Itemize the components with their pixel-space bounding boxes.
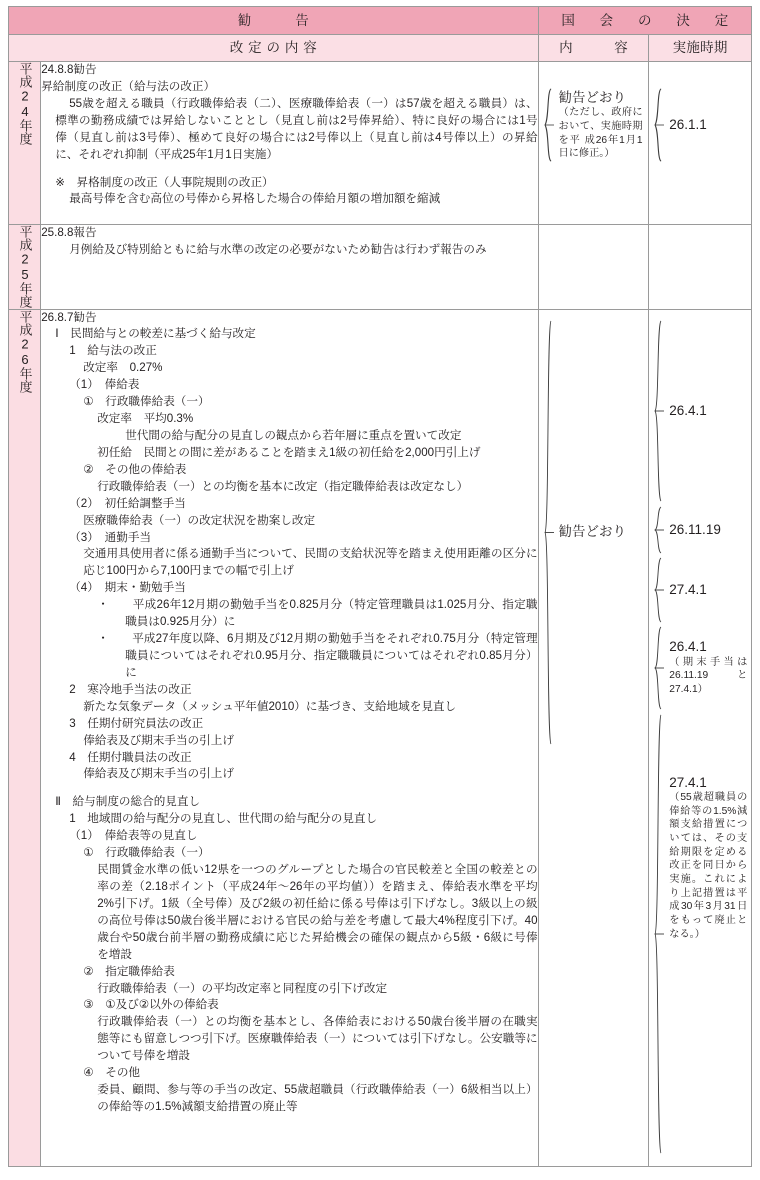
jiki-note: （55歳超職員の俸給等の1.5%減額支給措置については、その支給期限を定める改正を同日から実施。これにより上記措置は平成30年3月31日をもって廃止となる。） <box>669 791 748 940</box>
curly-brace-icon <box>653 557 664 623</box>
curly-brace-icon <box>653 320 664 502</box>
naiyo-cell-h25 <box>538 225 649 310</box>
list-item <box>41 964 537 981</box>
list-item <box>41 845 537 862</box>
jiki-label <box>664 638 747 696</box>
list-item: 初任給 民間との間に差があることを踏まえ1級の初任給を2,000円引上げ <box>97 445 481 459</box>
curly-brace-icon <box>543 88 554 162</box>
section-number: Ⅱ <box>55 795 61 809</box>
list-item <box>41 997 537 1014</box>
naiyo-cell-h24 <box>538 62 649 225</box>
item-label: 任期付職員法の改正 <box>87 750 192 764</box>
list-item: 民間賃金水準の低い12県を一つのグループとした場合の官民較差と全国の較差との率の差（2.18ポイント（平成24年〜26年の平均値））を踏まえ、俸給表水準を平均2%引下げ。1級（全号俸）及び2級の初任給に係る号俸は引下げなし。3級以上の級の高位号俸は50歳台後半層における官民の給与差を考慮して最大4%程度引下げ。40歳台や50歳台前半層の勤務成績に応じた昇給機会の確保の観点から5級・6級に号俸を増設 <box>97 863 538 961</box>
item-number: （2） <box>69 496 94 510</box>
naiyo-brace-group <box>543 88 643 162</box>
content-body: 55歳を超える職員（行政職俸給表（二）、医療職俸給表（一）は57歳を超える職員）は、標準の勤務成績では昇給しないこととし（見直し前は2号俸昇給）、特に良好の場合には1号俸（見直し前は3号俸）、極めて良好の場合には2号俸以上（見直し前は4号俸以上）の昇給に、それぞれ抑制（平成25年1月1日実施） <box>55 96 538 161</box>
list-item <box>41 580 537 597</box>
item-number: （4） <box>69 581 94 595</box>
content-note-title <box>41 175 537 192</box>
list-item <box>41 496 537 513</box>
item-number: ① <box>83 395 94 409</box>
jiki-brace-group-3 <box>653 557 747 623</box>
jiki-label: 26.1.1 <box>669 117 707 133</box>
header-kokkai-kettei: 国 会 の 決 定 <box>538 7 751 35</box>
jiki-cell-h26 <box>649 309 752 1166</box>
content-note-body: 最高号俸を含む高位の号俸から昇格した場合の俸給月額の増加額を縮減 <box>69 192 441 206</box>
content-title: 24.8.8勧告 <box>41 63 97 76</box>
item-label: 指定職俸給表 <box>105 964 175 978</box>
curly-brace-icon <box>653 506 664 554</box>
item-label: 平成27年度以降、6月期及び12月期の勤勉手当をそれぞれ0.75月分（特定管理職員についてはそれぞれ0.95月分、指定職職員についてはそれぞれ0.85月分）に <box>125 632 538 679</box>
list-item <box>41 811 537 828</box>
year-label-h25 <box>9 225 41 310</box>
curly-brace-icon <box>653 714 664 1154</box>
year-label-h26 <box>9 309 41 1166</box>
item-label: 通勤手当 <box>104 530 152 544</box>
jiki-cell-h24 <box>649 62 752 225</box>
section-label: 民間給与との較差に基づく給与改定 <box>70 327 256 341</box>
item-label: 期末・勤勉手当 <box>104 581 186 595</box>
list-item: 俸給表及び期末手当の引上げ <box>83 767 234 781</box>
list-item: 世代間の給与配分の見直しの観点から若年層に重点を置いて改定 <box>125 429 462 443</box>
revision-summary-table <box>8 6 752 1167</box>
list-item <box>41 631 537 682</box>
curly-brace-icon <box>543 320 554 745</box>
item-label: 俸給表等の見直し <box>104 829 198 843</box>
item-label: 初任給調整手当 <box>104 496 186 510</box>
spacer <box>41 164 537 175</box>
list-item <box>41 716 537 733</box>
list-item <box>41 597 537 631</box>
item-label: 平成26年12月期の勤勉手当を0.825月分（特定管理職員は1.025月分、指定職職員は0.925月分）に <box>125 598 538 629</box>
item-number: ① <box>83 846 94 860</box>
list-item: 行政職俸給表（一）との均衡を基本とし、各俸給表における50歳台後半層の在職実態等にも留意しつつ引下げ。医療職俸給表（一）については引下げなし。公安職等について号俸を増設 <box>97 1015 538 1063</box>
jiki-label <box>664 714 747 942</box>
item-number: （3） <box>69 530 94 544</box>
header-kankoku: 勧 告 <box>9 7 539 35</box>
content-heading: 昇給制度の改正（給与法の改正） <box>41 79 216 93</box>
item-number: 4 <box>69 750 76 764</box>
item-label: 行政職俸給表（一） <box>105 846 210 860</box>
list-item: 俸給表及び期末手当の引上げ <box>83 733 234 747</box>
naiyo-brace-group <box>543 320 643 745</box>
list-item: 医療職俸給表（一）の改定状況を勘案し改定 <box>83 513 316 527</box>
item-number: （1） <box>69 829 94 843</box>
curly-brace-icon <box>653 88 664 162</box>
header-kaitei-naiyo: 改定の内容 <box>9 35 539 62</box>
list-item: 行政職俸給表（一）の平均改定率と同程度の引下げ改定 <box>97 981 388 995</box>
year-label-text: 平成24年度 <box>17 62 33 146</box>
list-item: 改定率 0.27% <box>83 361 163 375</box>
item-label: 寒冷地手当法の改正 <box>87 682 192 696</box>
list-item <box>41 530 537 547</box>
header-jisshi-jiki: 実施時期 <box>649 35 752 62</box>
jiki-brace-group <box>653 88 747 162</box>
table-row <box>9 309 752 1166</box>
item-number: ④ <box>83 1066 94 1080</box>
table-row <box>9 62 752 225</box>
note-mark: ※ <box>55 175 65 189</box>
list-item: 行政職俸給表（一）との均衡を基本に改定（指定職俸給表は改定なし） <box>97 479 469 493</box>
table-row <box>9 225 752 310</box>
jiki-main: 27.4.1 <box>669 774 707 790</box>
item-label: ①及び②以外の俸給表 <box>105 998 219 1012</box>
naiyo-note: （ただし、政府において、実施時期を平 成26年1月1日に修正。） <box>558 107 643 160</box>
item-number: ② <box>83 462 94 476</box>
list-item <box>41 750 537 767</box>
jiki-label: 26.4.1 <box>669 402 707 418</box>
jiki-label: 27.4.1 <box>669 581 707 597</box>
list-item: 新たな気象データ（メッシュ平年値2010）に基づき、支給地域を見直し <box>83 699 457 713</box>
list-item <box>41 343 537 360</box>
section-label: 給与制度の総合的見直し <box>72 795 201 809</box>
item-number: 1 <box>69 812 76 826</box>
naiyo-label: 勧告どおり <box>558 524 627 540</box>
naiyo-main: 勧告どおり <box>558 90 627 106</box>
list-item: 交通用具使用者に係る通勤手当について、民間の支給状況等を踏まえ使用距離の区分に応じ100円から7,100円までの幅で引上げ <box>83 547 538 578</box>
content-title: 26.8.7勧告 <box>41 310 97 324</box>
item-label: 給与法の改正 <box>87 344 157 358</box>
jiki-cell-h25 <box>649 225 752 310</box>
table-header <box>9 7 752 62</box>
item-number: 3 <box>69 716 76 730</box>
item-label: 俸給表 <box>104 378 140 392</box>
jiki-brace-group-2 <box>653 506 747 554</box>
jiki-label: 26.11.19 <box>669 521 721 537</box>
year-label-text: 平成25年度 <box>17 225 33 309</box>
table-body <box>9 62 752 1167</box>
section-number: Ⅰ <box>55 327 59 341</box>
year-label-h24 <box>9 62 41 225</box>
naiyo-cell-h26 <box>538 309 649 1166</box>
item-label: その他の俸給表 <box>105 462 187 476</box>
item-bullet: ・ <box>97 632 109 646</box>
jiki-main: 26.4.1 <box>669 639 707 655</box>
item-number: 2 <box>69 682 76 696</box>
year-label-text: 平成26年度 <box>17 309 33 394</box>
jiki-brace-group-5 <box>653 714 747 1154</box>
item-label: 地域間の給与配分の見直し、世代間の給与配分の見直し <box>87 812 378 826</box>
header-naiyo: 内 容 <box>538 35 649 62</box>
list-item <box>41 1065 537 1082</box>
item-number: ③ <box>83 998 94 1012</box>
item-label: 行政職俸給表（一） <box>105 395 210 409</box>
jiki-brace-group-1 <box>653 320 747 502</box>
list-item <box>41 377 537 394</box>
jiki-brace-group-4 <box>653 626 747 710</box>
item-number: 1 <box>69 344 76 358</box>
list-item <box>41 828 537 845</box>
content-cell-h25 <box>41 225 538 310</box>
item-number: ② <box>83 964 94 978</box>
header-row-sub <box>9 35 752 62</box>
section-heading-2 <box>41 794 537 811</box>
list-item <box>41 462 537 479</box>
header-row-top <box>9 7 752 35</box>
curly-brace-icon <box>653 626 664 710</box>
content-cell-h26 <box>41 309 538 1166</box>
list-item <box>41 394 537 411</box>
item-number: （1） <box>69 378 94 392</box>
spacer <box>41 783 537 794</box>
content-title: 25.8.8報告 <box>41 226 97 239</box>
note-title-text: 昇格制度の改正（人事院規則の改正） <box>76 175 274 189</box>
section-heading-1 <box>41 326 537 343</box>
item-label: 任期付研究員法の改正 <box>87 716 204 730</box>
naiyo-label <box>554 89 643 161</box>
content-cell-h24 <box>41 62 538 225</box>
item-bullet: ・ <box>97 598 110 612</box>
list-item: 改定率 平均0.3% <box>97 412 194 426</box>
jiki-note: （期末手当は26.11.19と27.4.1） <box>669 656 748 696</box>
content-body: 月例給及び特別給ともに給与水準の改定の必要がないため勧告は行わず報告のみ <box>69 242 487 256</box>
item-label: その他 <box>105 1066 141 1080</box>
list-item: 委員、顧問、参与等の手当の改定、55歳超職員（行政職俸給表（一）6級相当以上）の俸給等の1.5%減額支給措置の廃止等 <box>97 1083 538 1113</box>
list-item <box>41 682 537 699</box>
